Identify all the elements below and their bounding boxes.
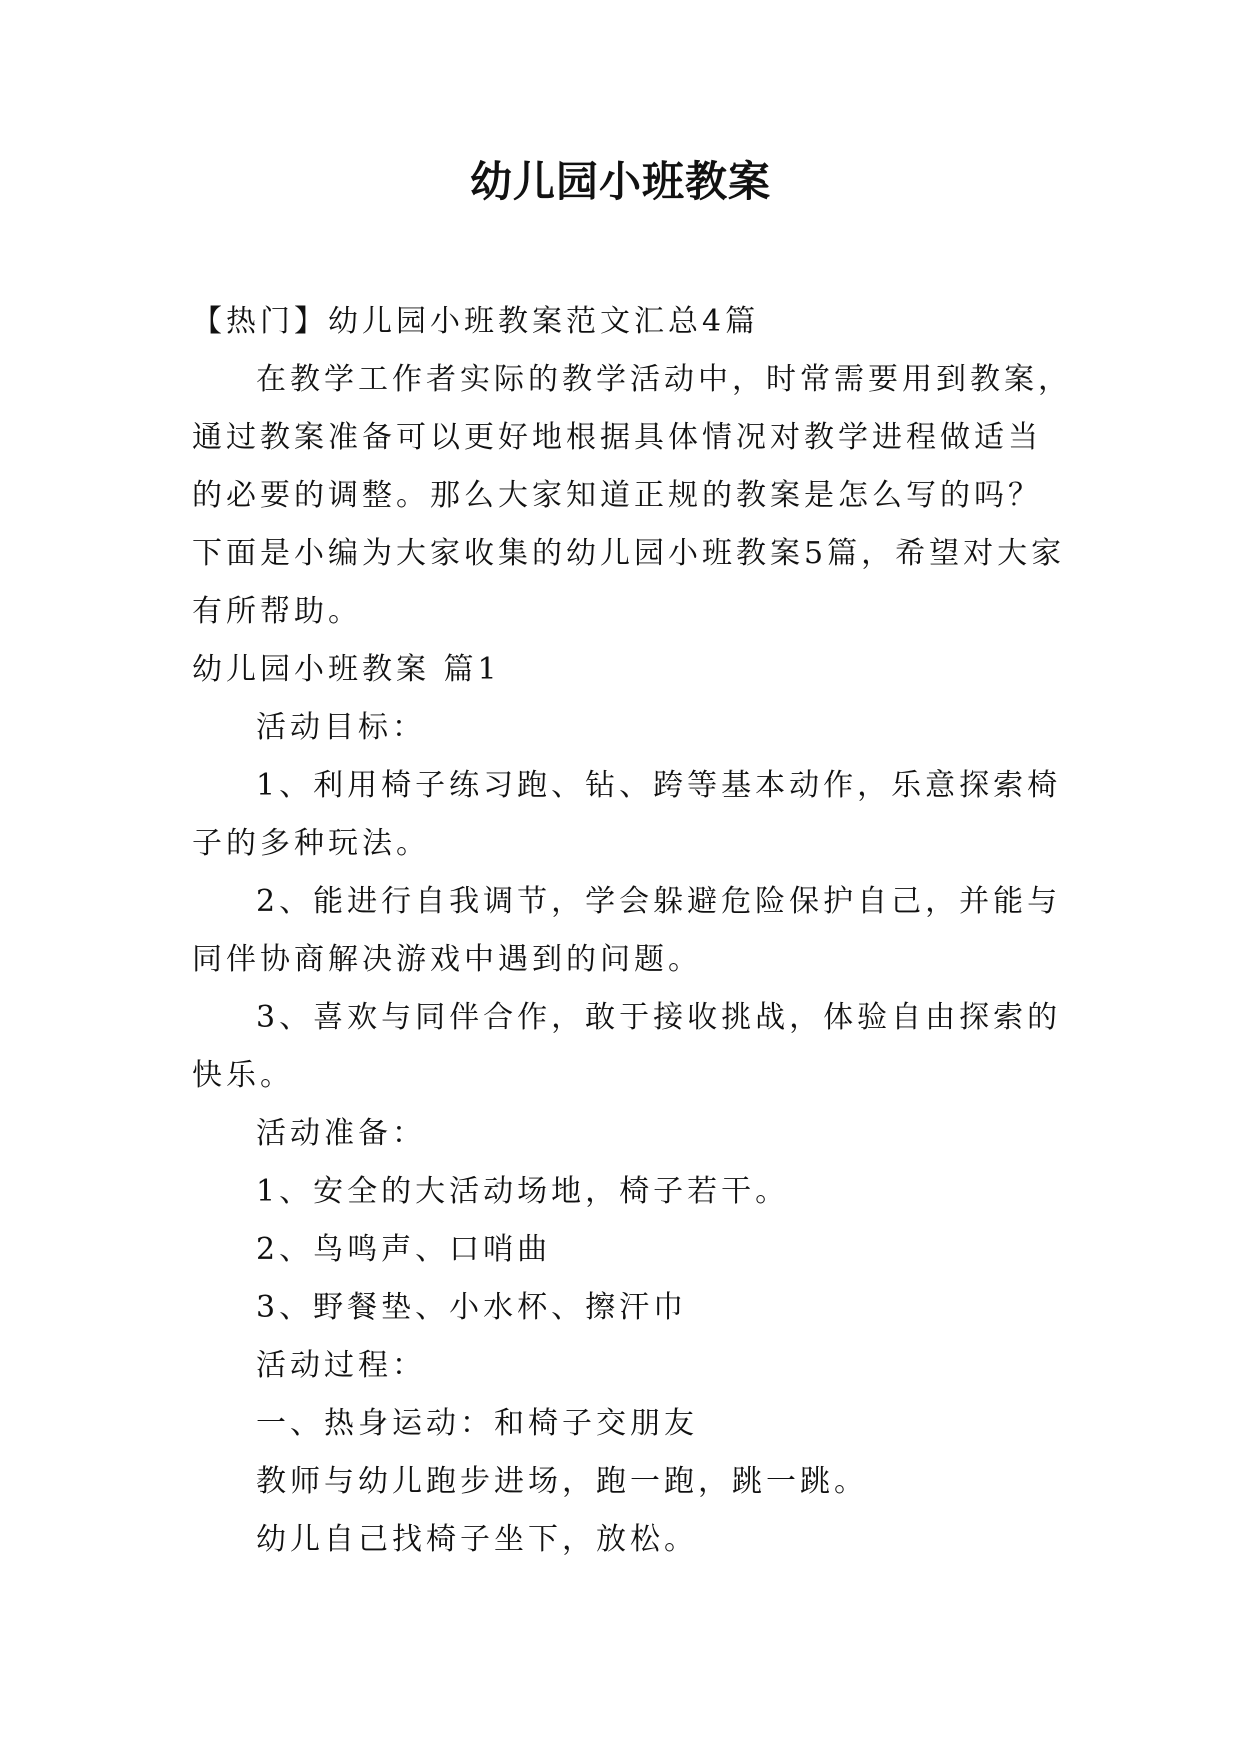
document-title: 幼儿园小班教案	[469, 157, 771, 206]
prep-item-3: 3、野餐垫、小水杯、擦汗巾	[256, 1290, 688, 1325]
prep-item-2: 2、鸟鸣声、口哨曲	[256, 1232, 552, 1267]
process-text-2: 幼儿自己找椅子坐下，放松。	[256, 1522, 698, 1557]
goal-item-1: 1、利用椅子练习跑、钻、跨等基本动作，乐意探索椅子的多种玩法。	[192, 768, 1062, 861]
heading-line: 【热门】幼儿园小班教案范文汇总4篇	[192, 304, 760, 339]
process-step-1: 一、热身运动：和椅子交朋友	[256, 1406, 698, 1441]
section-heading: 幼儿园小班教案 篇1	[192, 652, 501, 687]
activity-prep-heading: 活动准备：	[256, 1116, 426, 1151]
process-text-1: 教师与幼儿跑步进场，跑一跑，跳一跳。	[256, 1464, 868, 1499]
activity-process-heading: 活动过程：	[256, 1348, 426, 1383]
goal-item-2: 2、能进行自我调节，学会躲避危险保护自己，并能与同伴协商解决游戏中遇到的问题。	[192, 884, 1062, 977]
prep-item-1: 1、安全的大活动场地，椅子若干。	[256, 1174, 790, 1209]
document-body	[192, 293, 1072, 1569]
goal-item-3: 3、喜欢与同伴合作，敢于接收挑战，体验自由探索的快乐。	[192, 1000, 1062, 1093]
activity-goals-heading: 活动目标：	[256, 710, 426, 745]
intro-paragraph: 在教学工作者实际的教学活动中，时常需要用到教案，通过教案准备可以更好地根据具体情况对教学进程做适当的必要的调整。那么大家知道正规的教案是怎么写的吗？下面是小编为大家收集的幼儿园小班教案5篇，希望对大家有所帮助。	[192, 362, 1072, 629]
